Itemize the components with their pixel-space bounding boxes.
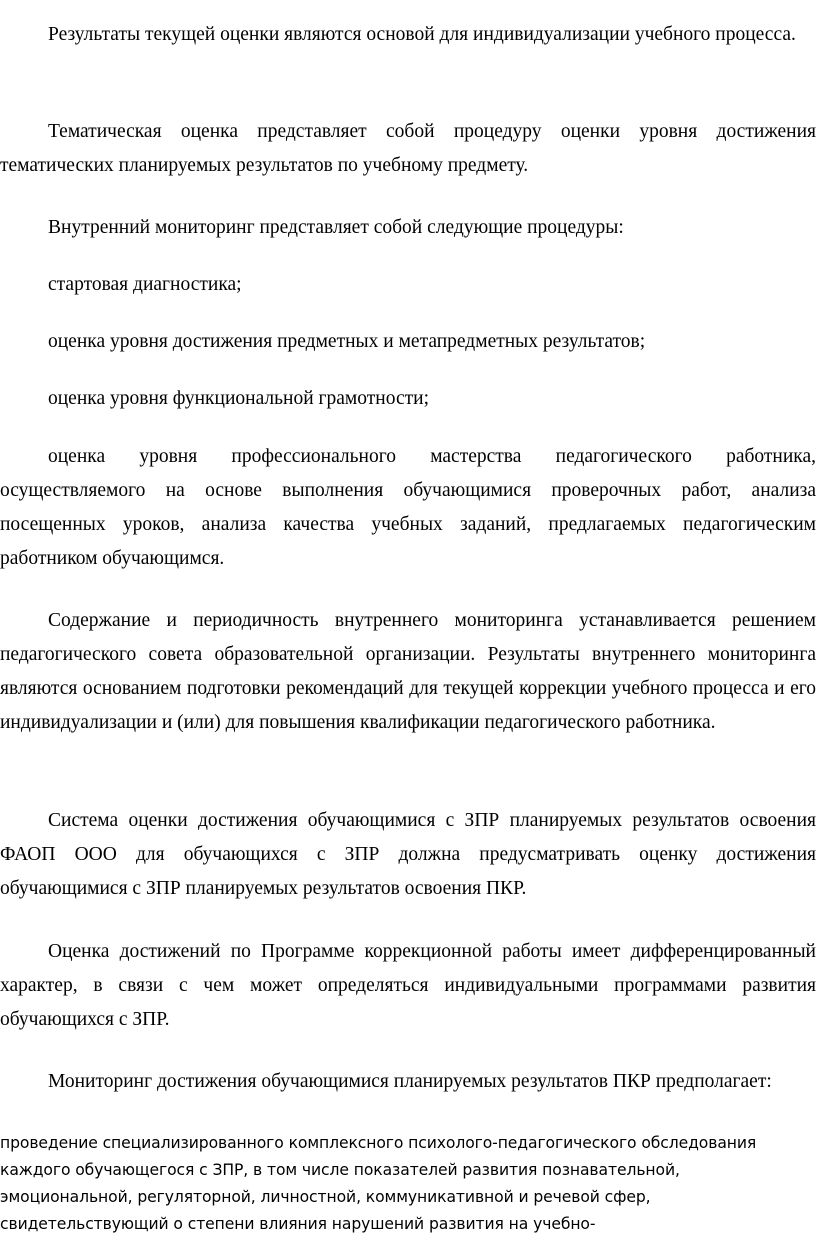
list-item-subject-results: оценка уровня достижения предметных и метапредметных результатов; — [48, 331, 646, 352]
paragraph-current-assessment: Результаты текущей оценки являются основой для индивидуализации учебного процесса. — [48, 24, 796, 45]
paragraph-monitoring-pkr: Мониторинг достижения обучающимися планируемых результатов ПКР предполагает: — [48, 1071, 772, 1092]
paragraph-assessment-system: Система оценки достижения обучающимися с ЗПР планируемых результатов освоения ФАОП ООО для обучающихся с ЗПР должна предусматривать оценку достижения обучающимися с ЗПР планируемых результатов освоения ПКР. — [0, 810, 816, 899]
paragraph-correction-program: Оценка достижений по Программе коррекционной работы имеет дифференцированный характер, в связи с чем может определяться индивидуальными программами развития обучающихся с ЗПР. — [0, 941, 816, 1030]
paragraph-examination: проведение специализированного комплексного психолого-педагогического обследования каждого обучающегося с ЗПР, в том числе показателей развития познавательной, эмоциональной, регуляторной, личностной, коммуникативной и речевой сфер, свидетельствующий о степени влияния нарушений развития на учебно- — [0, 1134, 757, 1233]
paragraph-monitoring-content: Содержание и периодичность внутреннего мониторинга устанавливается решением педагогического совета образовательной организации. Результаты внутреннего мониторинга являются основанием подготовки рекомендаций для текущей коррекции учебного процесса и его индивидуализации и (или) для повышения квалификации педагогического работника. — [0, 610, 816, 733]
list-item-start-diagnostics: стартовая диагностика; — [48, 274, 242, 295]
paragraph-internal-monitoring-intro: Внутренний мониторинг представляет собой следующие процедуры: — [48, 217, 624, 238]
list-item-professional-skill: оценка уровня профессионального мастерства педагогического работника, осуществляемого на основе выполнения обучающимися проверочных работ, анализа посещенных уроков, анализа качества учебных заданий, предлагаемых педагогическим работником обучающимся. — [0, 446, 816, 569]
list-item-functional-literacy: оценка уровня функциональной грамотности; — [48, 388, 429, 409]
paragraph-thematic-assessment: Тематическая оценка представляет собой процедуру оценки уровня достижения тематических планируемых результатов по учебному предмету. — [0, 121, 816, 176]
